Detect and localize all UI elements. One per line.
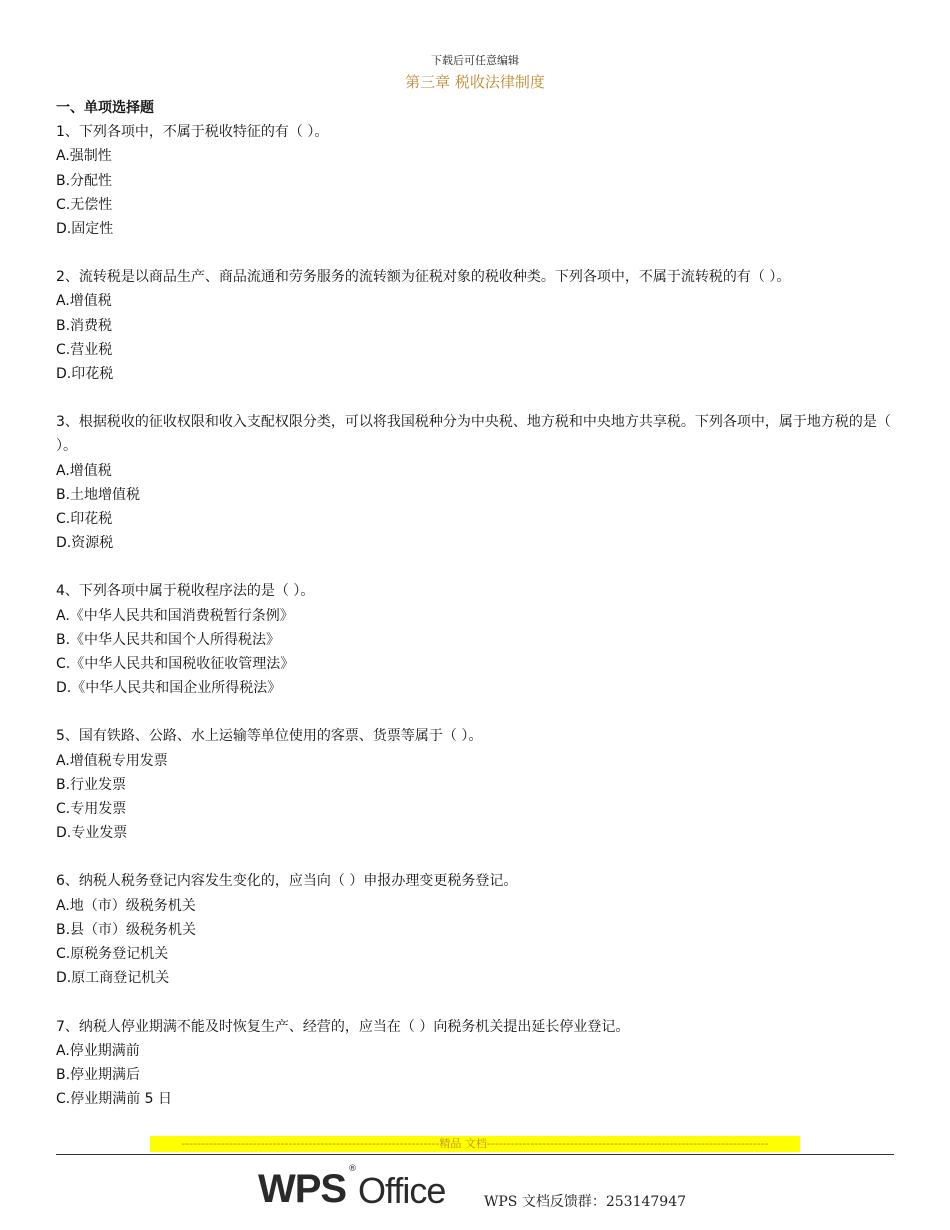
answer-option: C.印花税 xyxy=(56,511,113,528)
answer-option: C.《中华人民共和国税收征收管理法》 xyxy=(56,656,295,673)
answer-option: B.行业发票 xyxy=(56,776,127,793)
answer-option: B.县（市）级税务机关 xyxy=(56,921,197,938)
question-item xyxy=(56,579,896,700)
section-heading: 一、单项选择题 xyxy=(56,100,154,116)
question-item xyxy=(56,120,896,241)
answer-option: C.无偿性 xyxy=(56,196,113,213)
answer-option: C.专用发票 xyxy=(56,801,127,818)
question-item xyxy=(56,869,896,990)
feedback-group-text: WPS 文档反馈群：253147947 xyxy=(484,1194,687,1210)
answer-option: B.土地增值税 xyxy=(56,486,141,503)
question-list xyxy=(56,120,896,1111)
answer-option: A.增值税专用发票 xyxy=(56,752,168,769)
footer-divider xyxy=(56,1154,894,1155)
logo-office-text: Office xyxy=(358,1170,446,1211)
answer-option: C.原税务登记机关 xyxy=(56,946,169,963)
answer-option: C.营业税 xyxy=(56,341,113,358)
question-stem: 2、流转税是以商品生产、商品流通和劳务服务的流转额为征税对象的税收种类。下列各项中，不属于流转税的有（ ）。 xyxy=(56,269,791,286)
answer-option: A.《中华人民共和国消费税暂行条例》 xyxy=(56,607,294,624)
answer-option: B.停业期满后 xyxy=(56,1066,141,1083)
question-stem: 3、根据税收的征收权限和收入支配权限分类，可以将我国税种分为中央税、地方税和中央地方共享税。下列各项中，属于地方税的是（ ）。 xyxy=(56,414,891,455)
answer-option: A.增值税 xyxy=(56,462,112,479)
download-note: 下载后可任意编辑 xyxy=(431,54,519,67)
answer-option: D.专业发票 xyxy=(56,825,128,842)
answer-option: A.强制性 xyxy=(56,148,112,165)
answer-option: D.固定性 xyxy=(56,221,114,238)
question-item xyxy=(56,410,896,555)
question-stem: 6、纳税人税务登记内容发生变化的，应当向（ ）申报办理变更税务登记。 xyxy=(56,873,518,890)
question-item xyxy=(56,1015,896,1112)
question-stem: 4、下列各项中属于税收程序法的是（ ）。 xyxy=(56,583,315,600)
logo-registered-mark: ® xyxy=(348,1164,357,1174)
answer-option: D.印花税 xyxy=(56,366,114,383)
answer-option: A.地（市）级税务机关 xyxy=(56,897,196,914)
answer-option: A.停业期满前 xyxy=(56,1042,140,1059)
document-body xyxy=(56,96,896,1111)
question-item xyxy=(56,265,896,386)
footer-banner: -----------------------------------------------------------------精品 文档----------------------------------------------------------------------- xyxy=(150,1136,800,1152)
answer-option: D.资源税 xyxy=(56,535,114,552)
wps-office-logo xyxy=(258,1164,458,1214)
answer-option: B.分配性 xyxy=(56,172,113,189)
answer-option: D.原工商登记机关 xyxy=(56,970,170,987)
question-item xyxy=(56,724,896,845)
answer-option: A.增值税 xyxy=(56,293,112,310)
answer-option: C.停业期满前 5 日 xyxy=(56,1091,173,1108)
question-stem: 1、下列各项中，不属于税收特征的有（ ）。 xyxy=(56,124,329,141)
question-stem: 5、国有铁路、公路、水上运输等单位使用的客票、货票等属于（ ）。 xyxy=(56,728,483,745)
answer-option: B.消费税 xyxy=(56,317,113,334)
chapter-title: 第三章 税收法律制度 xyxy=(405,73,545,91)
answer-option: D.《中华人民共和国企业所得税法》 xyxy=(56,680,282,697)
logo-wps-text: WPS xyxy=(258,1167,347,1211)
question-stem: 7、纳税人停业期满不能及时恢复生产、经营的，应当在（ ）向税务机关提出延长停业登记。 xyxy=(56,1018,630,1035)
answer-option: B.《中华人民共和国个人所得税法》 xyxy=(56,631,281,648)
